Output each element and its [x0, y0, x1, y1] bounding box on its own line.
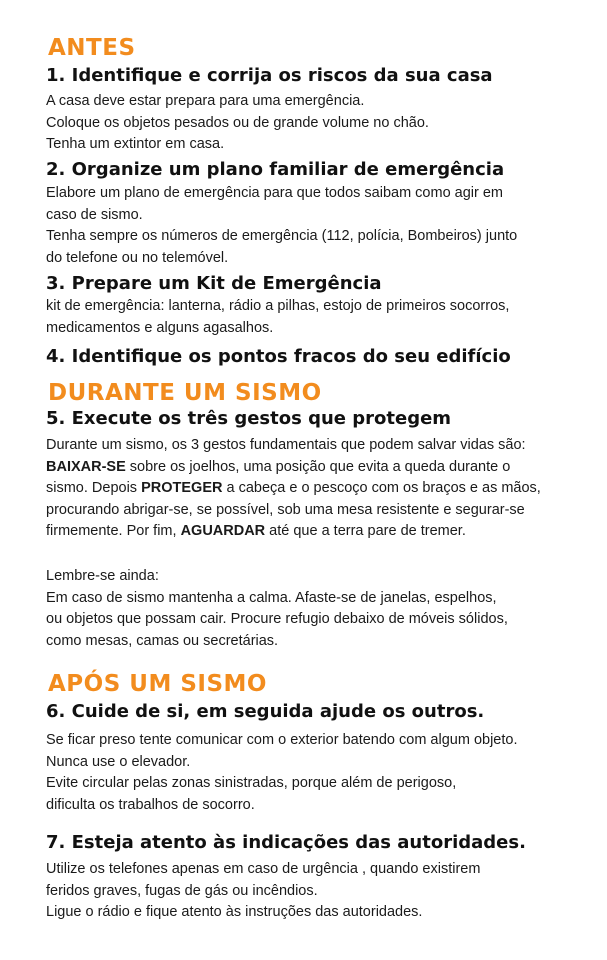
text-line: como mesas, camas ou secretárias. [46, 632, 279, 649]
text-line: firmemente. Por fim, AGUARDAR até que a terra pare de tremer. [46, 523, 466, 539]
step-3-text [46, 296, 509, 339]
text-line: Tenha um extintor em casa. [46, 136, 225, 152]
heading-step-3: 3. Prepare um Kit de Emergência [46, 273, 382, 294]
heading-step-5: 5. Execute os três gestos que protegem [46, 408, 452, 429]
step-2-text [46, 183, 517, 269]
text-line: medicamentos e alguns agasalhos. [46, 319, 274, 336]
step-1-text [46, 91, 429, 156]
text-line: caso de sismo. [46, 206, 143, 223]
text-line: do telefone ou no telemóvel. [46, 249, 229, 266]
emphasis-aguardar: AGUARDAR [180, 523, 266, 539]
text-line: Elabore um plano de emergência para que todos saibam como agir em [46, 185, 504, 201]
heading-step-2: 2. Organize um plano familiar de emergência [46, 159, 505, 180]
heading-step-6: 6. Cuide de si, em seguida ajude os outros. [46, 701, 485, 722]
text-line: Evite circular pelas zonas sinistradas, porque além de perigoso, [46, 775, 457, 791]
text-line: procurando abrigar-se, se possível, sob uma mesa resistente e segurar-se [46, 501, 525, 518]
step-7-text [46, 859, 480, 924]
text-line: dificulta os trabalhos de socorro. [46, 796, 255, 813]
text-line: Se ficar preso tente comunicar com o exterior batendo com algum objeto. [46, 732, 518, 748]
section-title-durante: DURANTE UM SISMO [48, 380, 322, 406]
text-line: A casa deve estar prepara para uma emergência. [46, 93, 365, 109]
text-line: kit de emergência: lanterna, rádio a pilhas, estojo de primeiros socorros, [46, 298, 510, 314]
text-line: Coloque os objetos pesados ou de grande volume no chão. [46, 114, 429, 131]
section-title-antes: ANTES [48, 35, 136, 61]
text-line: sismo. Depois PROTEGER a cabeça e o pescoço com os braços e as mãos, [46, 480, 541, 496]
section-title-apos: APÓS UM SISMO [48, 671, 267, 697]
text-line: BAIXAR-SE sobre os joelhos, uma posição que evita a queda durante o [46, 458, 511, 475]
text-line: Utilize os telefones apenas em caso de urgência , quando existirem [46, 861, 481, 877]
emphasis-baixar: BAIXAR-SE [46, 458, 126, 475]
heading-step-1: 1. Identifique e corrija os riscos da sua casa [46, 65, 493, 86]
step-5-text [46, 435, 541, 543]
heading-step-7: 7. Esteja atento às indicações das autoridades. [46, 832, 526, 853]
text-line: Ligue o rádio e fique atento às instruções das autoridades. [46, 904, 423, 920]
text-line: feridos graves, fugas de gás ou incêndios. [46, 882, 318, 899]
heading-step-4: 4. Identifique os pontos fracos do seu edifício [46, 346, 511, 367]
text-line: Tenha sempre os números de emergência (112, polícia, Bombeiros) junto [46, 228, 518, 244]
text-line: Em caso de sismo mantenha a calma. Afaste-se de janelas, espelhos, [46, 589, 497, 606]
text-line: Lembre-se ainda: [46, 568, 159, 584]
text-line: ou objetos que possam cair. Procure refugio debaixo de móveis sólidos, [46, 611, 508, 627]
emphasis-proteger: PROTEGER [141, 480, 223, 496]
text-line: Nunca use o elevador. [46, 753, 191, 770]
step-6-text [46, 730, 518, 816]
reminder-text [46, 566, 508, 652]
text-line: Durante um sismo, os 3 gestos fundamentais que podem salvar vidas são: [46, 437, 526, 453]
